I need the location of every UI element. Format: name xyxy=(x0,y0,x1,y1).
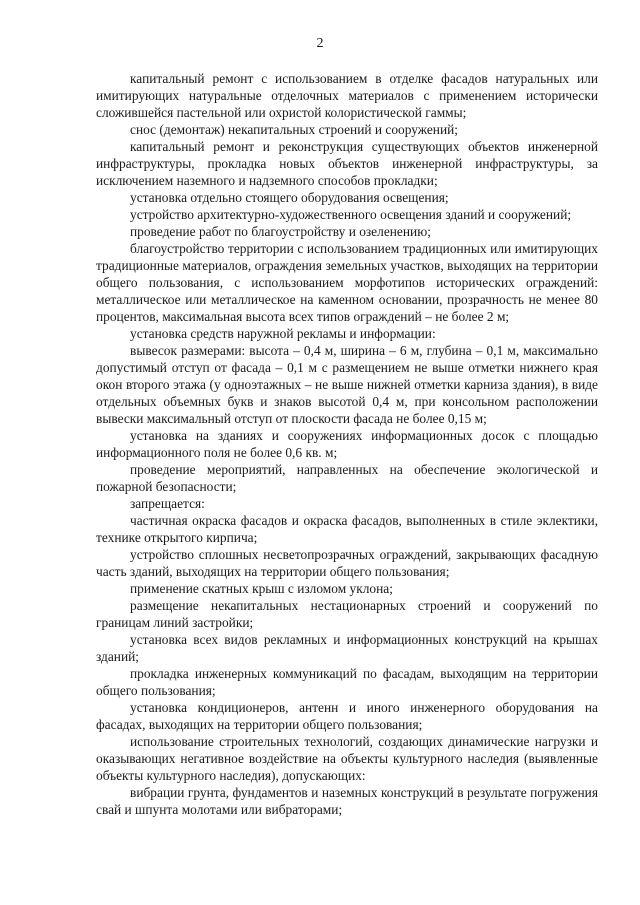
paragraph: проведение работ по благоустройству и озеленению; xyxy=(130,224,431,239)
paragraph: прокладка инженерных коммуникаций по фасадам, выходящим на территории общего пользования; xyxy=(96,666,598,698)
paragraph: установка средств наружной рекламы и информации: xyxy=(130,326,436,341)
paragraph: устройство сплошных несветопрозрачных ограждений, закрывающих фасадную часть зданий, выходящих на территории общего пользования; xyxy=(96,547,598,579)
paragraph: частичная окраска фасадов и окраска фасадов, выполненных в стиле эклектики, технике открытого кирпича; xyxy=(96,513,598,545)
paragraph: капитальный ремонт и реконструкция существующих объектов инженерной инфраструктуры, прокладка новых объектов инженерной инфраструктуры, за исключением наземного и надземного способов прокладки; xyxy=(96,139,598,188)
paragraph: установка кондиционеров, антенн и иного инженерного оборудования на фасадах, выходящих на территории общего пользования; xyxy=(96,700,598,732)
paragraph: снос (демонтаж) некапитальных строений и сооружений; xyxy=(130,122,459,137)
paragraph: проведение мероприятий, направленных на обеспечение экологической и пожарной безопасности; xyxy=(96,462,598,494)
paragraph: установка отдельно стоящего оборудования освещения; xyxy=(130,190,449,205)
paragraph: установка всех видов рекламных и информационных конструкций на крышах зданий; xyxy=(96,632,598,664)
paragraph: капитальный ремонт с использованием в отделке фасадов натуральных или имитирующих натуральные отделочных материалов с применением исторически сложившейся пастельной или охристой колористической гаммы; xyxy=(96,71,598,120)
paragraph: устройство архитектурно-художественного освещения зданий и сооружений; xyxy=(130,207,572,222)
paragraph: вывесок размерами: высота – 0,4 м, ширина – 6 м, глубина – 0,1 м, максимально допустимый отступ от фасада – 0,1 м с размещением не выше отметки нижнего края окон второго этажа (у одноэтажных – не выше нижней отметки карниза здания), в виде отдельных объемных букв и знаков высотой 0,4 м, при консольном расположении вывески максимальный отступ от плоскости фасада не более 0,15 м; xyxy=(96,343,598,426)
paragraph: использование строительных технологий, создающих динамические нагрузки и оказывающих негативное воздействие на объекты культурного наследия (выявленные объекты культурного наследия), допускающих: xyxy=(96,734,598,783)
document-body xyxy=(96,70,598,818)
paragraph: запрещается: xyxy=(130,496,205,511)
paragraph: благоустройство территории с использованием традиционных или имитирующих традиционные материалов, ограждения земельных участков, выходящих на территории общего пользования, с использованием морфотипов исторических ограждений: металлическое или металлическое на каменном основании, прозрачность не менее 80 процентов, максимальная высота всех типов ограждений – не более 2 м; xyxy=(96,241,598,324)
paragraph: установка на зданиях и сооружениях информационных досок с площадью информационного поля не более 0,6 кв. м; xyxy=(96,428,598,460)
paragraph: вибрации грунта, фундаментов и наземных конструкций в результате погружения свай и шпунта молотами или вибраторами; xyxy=(96,785,598,817)
paragraph: размещение некапитальных нестационарных строений и сооружений по границам линий застройки; xyxy=(96,598,598,630)
paragraph: применение скатных крыш с изломом уклона; xyxy=(130,581,393,596)
page-number: 2 xyxy=(316,36,324,51)
